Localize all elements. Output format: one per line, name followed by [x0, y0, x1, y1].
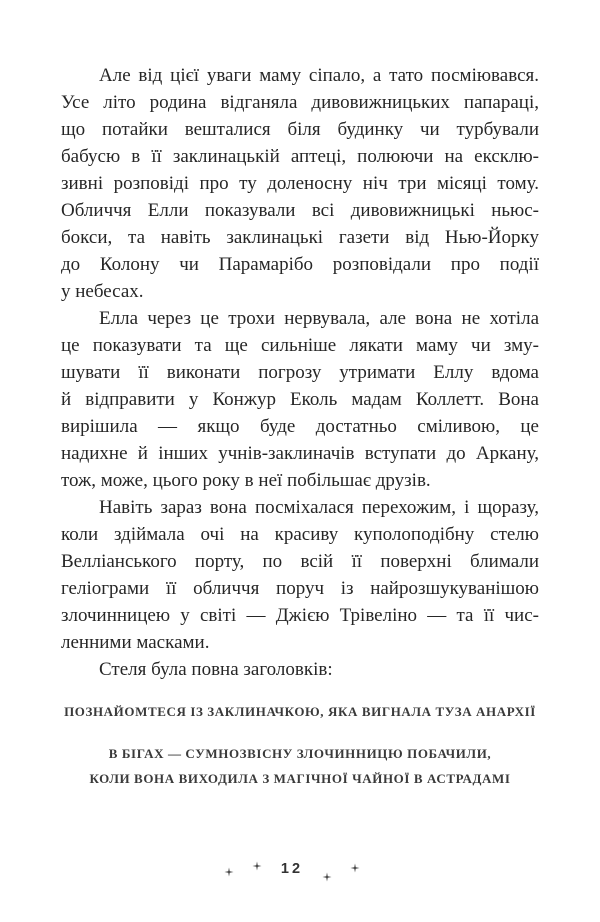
text-line: ленними масками.: [61, 632, 210, 653]
text-line: бабусю в її заклинацькій аптеці, полюючи на ексклю-: [61, 146, 539, 167]
text-line: тож, може, цього року в неї побільшає друзів.: [61, 470, 431, 491]
text-line: це показувати та ще сильніше лякати маму чи зму-: [61, 335, 539, 356]
text-line: бокси, та навіть заклинацькі газети від Нью-Йорку: [61, 227, 539, 248]
text-line: й відправити у Конжур Еколь мадам Коллетт. Вона: [61, 389, 539, 410]
text-line: Обличчя Елли показували всі дивовижницькі ньюс-: [61, 200, 539, 221]
text-line: злочинницею у світі — Джією Трівеліно — та її чис-: [61, 605, 539, 626]
text-line: шувати її виконати погрозу утримати Еллу вдома: [61, 362, 539, 383]
text-line: Але від цієї уваги маму сіпало, а тато посміювався.: [99, 65, 539, 86]
text-line: Навіть зараз вона посміхалася перехожим, і щоразу,: [99, 497, 539, 518]
text-line: зивні розповіді про ту доленосну ніч три місяці тому.: [61, 173, 539, 194]
paragraph: [61, 656, 539, 683]
page-number: 12: [280, 861, 304, 877]
text-line: геліограми її обличчя поруч із найрозшукуванішою: [61, 578, 539, 599]
page-footer: [0, 854, 592, 884]
headline-line: КОЛИ ВОНА ВИХОДИЛА З МАГІЧНОЇ ЧАЙНОЇ В АСТРАДАМІ: [89, 771, 511, 786]
text-line: коли здіймала очі на красиву куполоподібну стелю: [61, 524, 539, 545]
text-line: що потайки вешталися біля будинку чи турбували: [61, 119, 539, 140]
text-line: Стеля була повна заголовків:: [99, 659, 333, 680]
text-line: у небесах.: [61, 281, 144, 302]
headline-line: ПОЗНАЙОМТЕСЯ ІЗ ЗАКЛИНАЧКОЮ, ЯКА ВИГНАЛА ТУЗА АНАРХІЇ: [64, 704, 536, 719]
news-headline: [61, 699, 539, 724]
text-line: Елла через це трохи нервувала, але вона не хотіла: [99, 308, 539, 329]
text-column: [61, 62, 539, 791]
headline-line: В БІГАХ — СУМНОЗВІСНУ ЗЛОЧИННИЦЮ ПОБАЧИЛИ,: [108, 746, 492, 761]
sparkle-icon: [350, 863, 360, 873]
text-line: Усе літо родина відганяла дивовижницьких папараці,: [61, 92, 539, 113]
text-line: до Колону чи Парамарібо розповідали про події: [61, 254, 539, 275]
paragraph: [61, 305, 539, 494]
sparkle-icon: [224, 867, 234, 877]
sparkle-icon: [252, 861, 262, 871]
text-line: надихне й інших учнів-заклиначів вступати до Аркану,: [61, 443, 539, 464]
news-headline: [61, 741, 539, 791]
paragraph: [61, 62, 539, 305]
text-line: вирішила — якщо буде достатньо сміливою, це: [61, 416, 539, 437]
sparkle-icon: [322, 872, 332, 882]
paragraph: [61, 494, 539, 656]
text-line: Велліанського порту, по всій її поверхні блимали: [61, 551, 539, 572]
